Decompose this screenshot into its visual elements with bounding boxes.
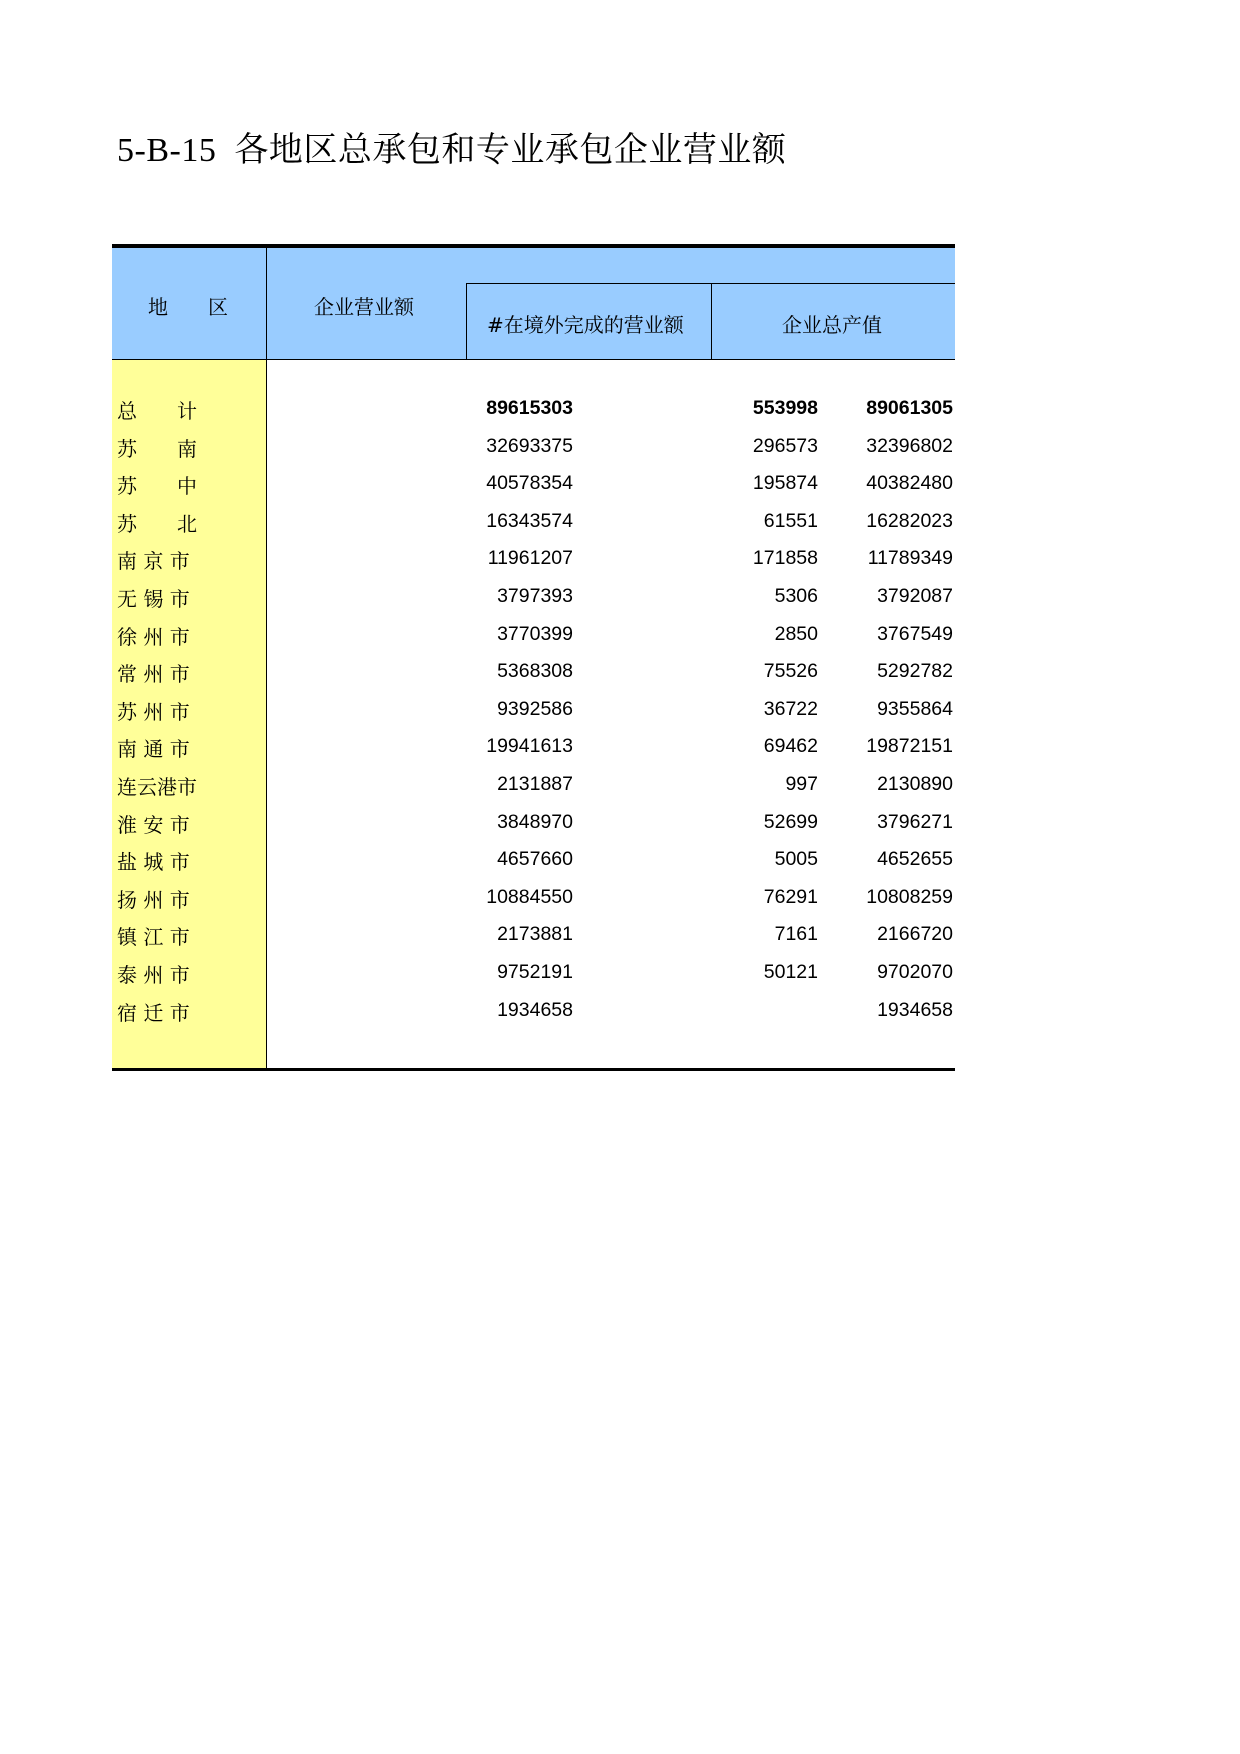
total-output-cell: 89061305 bbox=[866, 397, 953, 419]
table-row bbox=[112, 577, 955, 615]
revenue-cell: 3848970 bbox=[497, 810, 573, 833]
total-output-cell: 9702070 bbox=[877, 961, 953, 983]
region-cell: 淮 安 市 bbox=[117, 812, 190, 837]
table-row bbox=[112, 652, 955, 690]
total-output-cell: 19872151 bbox=[866, 735, 953, 758]
overseas-revenue-cell: 69462 bbox=[763, 735, 818, 758]
region-cell: 苏 中 bbox=[117, 474, 197, 499]
overseas-revenue-cell: 997 bbox=[785, 773, 818, 795]
overseas-revenue-cell: 52699 bbox=[763, 810, 818, 833]
table-row bbox=[112, 690, 955, 728]
total-output-cell: 4652655 bbox=[877, 848, 953, 871]
overseas-revenue-cell: 50121 bbox=[763, 961, 818, 983]
overseas-revenue-cell: 61551 bbox=[763, 509, 818, 532]
data-table bbox=[112, 244, 955, 1071]
region-cell: 南 通 市 bbox=[117, 737, 190, 762]
revenue-cell: 2173881 bbox=[497, 923, 573, 946]
table-row bbox=[112, 878, 955, 916]
region-cell: 徐 州 市 bbox=[117, 624, 190, 649]
region-cell: 无 锡 市 bbox=[117, 587, 190, 611]
total-output-cell: 5292782 bbox=[877, 660, 953, 683]
region-cell: 南 京 市 bbox=[117, 549, 190, 574]
total-output-cell: 16282023 bbox=[866, 509, 953, 532]
revenue-cell: 3797393 bbox=[497, 585, 573, 607]
overseas-revenue-cell: 2850 bbox=[774, 622, 818, 645]
region-cell: 总 计 bbox=[117, 399, 197, 423]
table-row bbox=[112, 840, 955, 878]
revenue-cell: 16343574 bbox=[486, 509, 573, 532]
revenue-cell: 3770399 bbox=[497, 622, 573, 645]
overseas-revenue-cell: 171858 bbox=[752, 547, 818, 570]
overseas-revenue-cell: 75526 bbox=[763, 660, 818, 683]
region-cell: 扬 州 市 bbox=[117, 887, 190, 912]
total-output-cell: 2166720 bbox=[877, 923, 953, 946]
header-overseas: #在境外完成的营业额 bbox=[487, 313, 684, 337]
overseas-revenue-cell: 76291 bbox=[763, 885, 818, 908]
header-revenue: 企业营业额 bbox=[314, 295, 414, 319]
revenue-cell: 2131887 bbox=[497, 773, 573, 795]
total-output-cell: 32396802 bbox=[866, 434, 953, 457]
total-output-cell: 11789349 bbox=[867, 547, 953, 570]
table-header bbox=[112, 248, 955, 360]
total-output-cell: 2130890 bbox=[877, 773, 953, 795]
region-cell: 镇 江 市 bbox=[117, 925, 190, 950]
table-row bbox=[112, 389, 955, 427]
page-title: 5-B-15 各地区总承包和专业承包企业营业额 bbox=[117, 132, 787, 169]
table-row bbox=[112, 765, 955, 803]
overseas-revenue-cell: 296573 bbox=[752, 434, 818, 457]
header-region: 地 区 bbox=[148, 295, 228, 319]
overseas-revenue-cell: 36722 bbox=[763, 697, 818, 720]
region-cell: 常 州 市 bbox=[117, 662, 190, 687]
overseas-revenue-cell: 7161 bbox=[774, 923, 818, 946]
overseas-revenue-cell: 5306 bbox=[774, 585, 818, 607]
header-column-divider bbox=[711, 283, 712, 360]
total-output-cell: 3796271 bbox=[877, 810, 953, 833]
table-row bbox=[112, 464, 955, 502]
region-cell: 苏 北 bbox=[117, 511, 197, 536]
table-row bbox=[112, 991, 955, 1029]
revenue-cell: 9392586 bbox=[497, 697, 573, 720]
total-output-cell: 10808259 bbox=[866, 885, 953, 908]
region-cell: 苏 南 bbox=[117, 436, 197, 461]
header-column-divider bbox=[466, 283, 467, 360]
table-bottom-border bbox=[112, 1068, 955, 1071]
table-row bbox=[112, 803, 955, 841]
revenue-cell: 4657660 bbox=[497, 848, 573, 871]
header-total-output: 企业总产值 bbox=[782, 313, 882, 337]
total-output-cell: 3792087 bbox=[877, 585, 953, 607]
region-cell: 盐 城 市 bbox=[117, 850, 190, 875]
table-row bbox=[112, 915, 955, 953]
total-output-cell: 1934658 bbox=[877, 998, 953, 1021]
total-output-cell: 40382480 bbox=[866, 472, 953, 495]
total-output-cell: 9355864 bbox=[877, 697, 953, 720]
table-row bbox=[112, 427, 955, 465]
revenue-cell: 9752191 bbox=[497, 961, 573, 983]
table-row bbox=[112, 727, 955, 765]
revenue-cell: 10884550 bbox=[486, 885, 573, 908]
table-row bbox=[112, 539, 955, 577]
revenue-cell: 11961207 bbox=[487, 547, 573, 570]
table-row bbox=[112, 953, 955, 991]
region-cell: 泰 州 市 bbox=[117, 963, 190, 987]
revenue-cell: 5368308 bbox=[497, 660, 573, 683]
total-output-cell: 3767549 bbox=[877, 622, 953, 645]
revenue-cell: 32693375 bbox=[486, 434, 573, 457]
revenue-cell: 1934658 bbox=[497, 998, 573, 1021]
overseas-revenue-cell: 195874 bbox=[752, 472, 818, 495]
revenue-cell: 19941613 bbox=[486, 735, 573, 758]
table-row bbox=[112, 615, 955, 653]
overseas-revenue-cell: 5005 bbox=[774, 848, 818, 871]
revenue-cell: 40578354 bbox=[486, 472, 573, 495]
region-cell: 苏 州 市 bbox=[117, 699, 190, 724]
region-cell: 连云港市 bbox=[117, 775, 197, 799]
revenue-cell: 89615303 bbox=[486, 397, 573, 419]
overseas-revenue-cell: 553998 bbox=[752, 397, 818, 419]
region-cell: 宿 迁 市 bbox=[117, 1000, 190, 1025]
table-row bbox=[112, 502, 955, 540]
